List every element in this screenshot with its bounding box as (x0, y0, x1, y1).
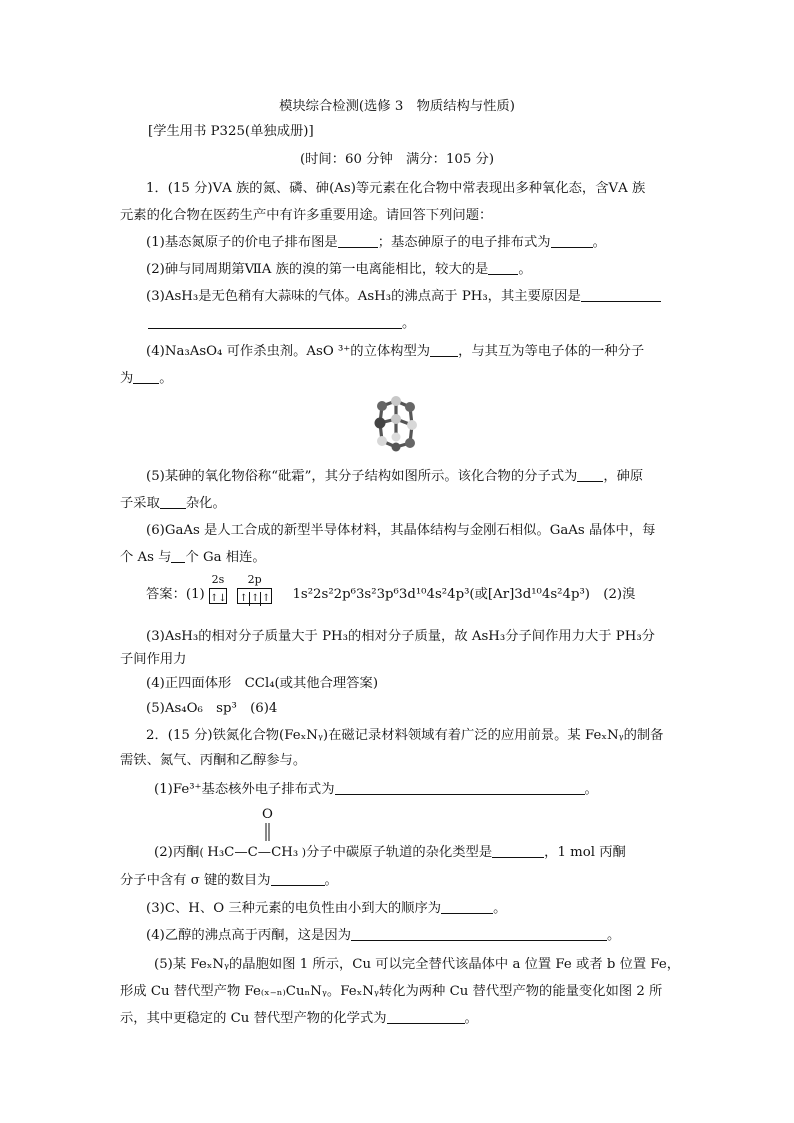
q1-part4-text-d: 。 (159, 371, 173, 386)
q2-part4 (146, 927, 620, 945)
q1-part5-line2 (120, 495, 226, 513)
q2-part2-line2 (120, 872, 338, 890)
q2-part2-text-d: 分子中含有 σ 键的数目为 (120, 873, 271, 888)
q2-part2-text-c: ，1 mol 丙酮 (544, 845, 626, 860)
q1-part3-text-a: (3)AsH₃是无色稍有大蒜味的气体。AsH₃的沸点高于 PH₃，其主要原因是 (146, 289, 581, 304)
q1-part6-text-c: 个 Ga 相连。 (185, 550, 266, 565)
q2-part5-text-a: 示，其中更稳定的 Cu 替代型产物的化学式为 (120, 1011, 387, 1026)
q1-part6-text-b: 个 As 与 (120, 550, 172, 565)
q1-part2-text-a: (2)砷与同周期第ⅦA 族的溴的第一电离能相比，较大的是 (146, 262, 489, 277)
q1-intro-line2: 元素的化合物在医药生产中有许多重要用途。请回答下列问题： (120, 208, 493, 223)
q2-part2 (154, 844, 626, 862)
q1-part6: (6)GaAs 是人工合成的新型半导体材料，其晶体结构与金刚石相似。GaAs 晶体中，每 (146, 523, 656, 538)
orbital-cell: ↑ (262, 593, 271, 604)
answer-blank[interactable] (338, 235, 378, 248)
source-note: [学生用书 P325(单独成册)] (148, 124, 314, 139)
q2-part3-text-a: (3)C、H、O 三种元素的电负性由小到大的顺序为 (146, 901, 442, 916)
answer-blank[interactable] (551, 235, 593, 248)
q2-intro-line2: 需铁、氮气、丙酮和乙醇参与。 (120, 753, 307, 768)
q2-part5-text-b: 。 (464, 1011, 478, 1026)
q2-part5-line2: 形成 Cu 替代型产物 Fe₍ₓ₋ₙ₎CuₙNᵧ。FeₓNᵧ转化为两种 Cu 替代型产物的能量变化如图 2 所 (120, 984, 663, 999)
q1-part4 (146, 343, 644, 361)
time-note: (时间：60 分钟 满分：105 分) (299, 152, 495, 167)
answer1-part3: (3)AsH₃的相对分子质量大于 PH₃的相对分子质量，故 AsH₃分子间作用力大于 PH₃分 (146, 629, 655, 644)
q1-part4-text-b: ，与其互为等电子体的一种分子 (458, 344, 645, 359)
answer-blank[interactable] (581, 289, 661, 302)
q1-part6-line2 (120, 549, 266, 567)
q1-part4-line2 (120, 370, 173, 388)
q2-part4-text-a: (4)乙醇的沸点高于丙酮，这是因为 (146, 928, 351, 943)
answer-blank[interactable] (351, 928, 607, 941)
orbital-2p-label: 2p (247, 573, 262, 586)
acetone-oxygen: O (262, 807, 273, 822)
q2-part5-line3 (120, 1010, 478, 1028)
answer1-part3-line2: 子间作用力 (120, 652, 187, 667)
q2-part1 (154, 781, 598, 799)
orbital-cell: ↑↓ (209, 593, 227, 604)
q2-part3 (146, 900, 506, 918)
q1-part2 (146, 261, 532, 279)
answer-blank[interactable] (335, 782, 585, 795)
answer-blank[interactable] (387, 1011, 465, 1024)
q1-part1-text-a: (1)基态氮原子的价电子排布图是 (146, 235, 338, 250)
q1-part1 (146, 234, 606, 252)
answer-blank[interactable] (430, 344, 458, 357)
answer-blank[interactable] (577, 469, 603, 482)
q1-intro-line1: 1．(15 分)ⅤA 族的氮、磷、砷(As)等元素在化合物中常表现出多种氧化态，含ⅤA 族 (146, 181, 646, 196)
q1-part5-text-b: ，砷原 (603, 469, 644, 484)
answer-blank[interactable] (148, 316, 402, 329)
answer-blank[interactable] (133, 371, 159, 384)
answer1-part4: (4)正四面体形 CCl₄(或其他合理答案) (146, 676, 379, 691)
q2-part4-text-b: 。 (607, 928, 621, 943)
answer-blank[interactable] (171, 550, 185, 563)
orbital-2s (209, 573, 227, 604)
answer-blank[interactable] (441, 901, 493, 914)
answer1-part5: (5)As₄O₆ sp³ (6)4 (146, 701, 278, 716)
q1-part3 (146, 288, 661, 306)
q1-part2-text-b: 。 (518, 262, 532, 277)
q2-part2-text-b: 分子中碳原子轨道的杂化类型是 (306, 845, 493, 860)
page-title: 模块综合检测(选修 3 物质结构与性质) (279, 99, 515, 114)
arsenic-oxide-molecule-image (372, 395, 420, 455)
q2-intro-line1: 2．(15 分)铁氮化合物(FeₓNᵧ)在磁记录材料领域有着广泛的应用前景。某 FeₓNᵧ的制备 (146, 728, 664, 743)
orbital-cell: ↑ (251, 593, 260, 604)
q1-part4-text-c: 为 (120, 371, 134, 386)
q1-part1-text-b: ；基态砷原子的电子排布式为 (377, 235, 551, 250)
orbital-cell: ↑ (239, 593, 248, 604)
q1-part5-text-a: (5)某砷的氧化物俗称“砒霜”，其分子结构如图所示。该化合物的分子式为 (146, 469, 578, 484)
q2-part2-text-e: 。 (324, 873, 338, 888)
orbital-2s-label: 2s (211, 573, 225, 586)
q1-part4-text-a: (4)Na₃AsO₄ 可作杀虫剂。AsO ³⁺的立体构型为 (146, 344, 431, 359)
q1-part1-text-c: 。 (592, 235, 606, 250)
q1-part3-line2 (148, 315, 415, 333)
answer-blank[interactable] (492, 845, 544, 858)
q1-part5 (146, 468, 643, 486)
q1-part5-text-c: 子采取 (120, 496, 160, 511)
answer-blank[interactable] (271, 873, 325, 886)
q1-part5-text-d: 杂化。 (185, 496, 226, 511)
answer-blank[interactable] (160, 496, 186, 509)
q1-part3-end: 。 (402, 316, 416, 331)
answer1-line1 (146, 573, 636, 604)
q2-part1-text-a: (1)Fe³⁺基态核外电子排布式为 (154, 782, 335, 797)
acetone-formula: H₃C—C—CH₃ (207, 845, 299, 860)
acetone-double-bond (263, 823, 273, 841)
electron-config: 1s²2s²2p⁶3s²3p⁶3d¹⁰4s²4p³(或[Ar]3d¹⁰4s²4p³) (2)溴 (292, 587, 636, 602)
orbital-2p (237, 573, 272, 604)
acetone-paren-close: ) (298, 846, 306, 859)
q2-part5-line1: (5)某 FeₓNᵧ的晶胞如图 1 所示，Cu 可以完全替代该晶体中 a 位置 Fe 或者 b 位置 Fe， (154, 957, 681, 972)
q2-part1-text-b: 。 (584, 782, 598, 797)
q2-part3-text-b: 。 (493, 901, 507, 916)
acetone-paren-open: ( (199, 846, 208, 859)
answer-blank[interactable] (488, 262, 518, 275)
q2-part2-text-a: (2)丙酮 (154, 845, 200, 860)
answer-label: 答案：(1) (146, 587, 205, 602)
